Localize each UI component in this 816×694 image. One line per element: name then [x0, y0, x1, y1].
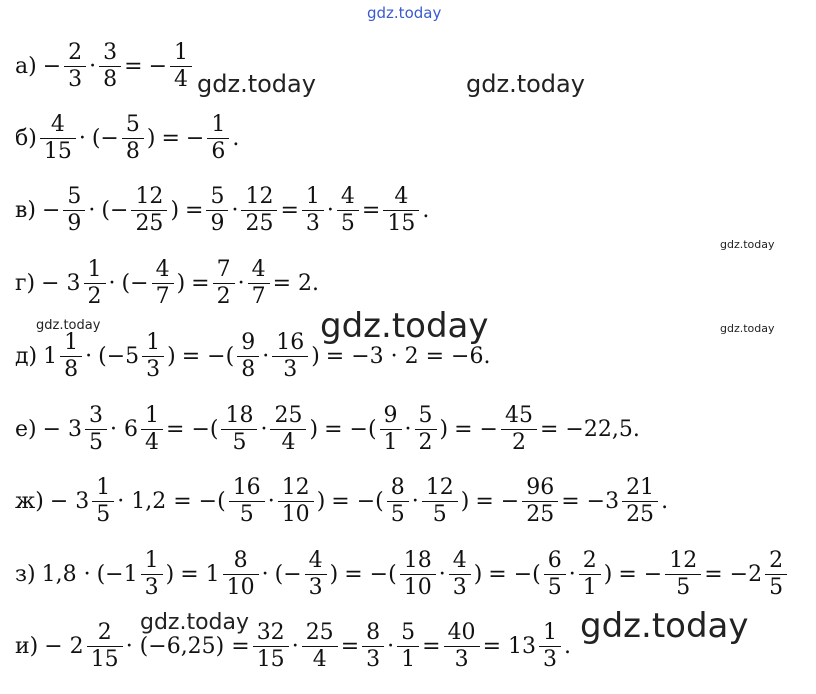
fraction — [581, 550, 599, 599]
watermark: gdz.today — [320, 306, 489, 346]
fraction — [215, 259, 233, 308]
fraction — [541, 622, 559, 671]
numerator: 45 — [505, 403, 533, 428]
numerator: 25 — [274, 403, 303, 428]
fraction — [424, 477, 456, 526]
numerator: 18 — [225, 403, 254, 428]
math-text: · 6 — [110, 416, 139, 442]
math-text: ) — [167, 343, 176, 369]
numerator: 1 — [305, 184, 320, 209]
denominator: 10 — [400, 574, 436, 599]
math-text: · — [326, 197, 334, 223]
fraction — [42, 114, 74, 163]
fraction — [101, 42, 119, 91]
math-text: · — [88, 197, 96, 223]
fraction — [255, 622, 287, 671]
numerator: 12 — [135, 184, 164, 209]
equation-line — [12, 186, 432, 235]
watermark: gdz.today — [720, 238, 775, 251]
numerator: 4 — [340, 184, 355, 209]
fraction — [65, 186, 83, 235]
math-text: ) — [311, 343, 320, 369]
math-text: = −( — [166, 416, 219, 442]
fraction — [231, 477, 263, 526]
numerator: 9 — [241, 330, 256, 355]
denominator: 1 — [397, 646, 419, 671]
equation-line — [12, 622, 574, 671]
denominator: 25 — [131, 210, 167, 235]
math-text: ) — [176, 270, 186, 296]
math-text: · — [438, 561, 446, 587]
math-text: · 1,2 = −( — [117, 488, 226, 514]
fraction — [87, 405, 105, 454]
numerator: 2 — [582, 548, 597, 573]
fraction — [667, 550, 699, 599]
denominator: 5 — [387, 501, 409, 526]
numerator: 1 — [174, 40, 189, 65]
fraction — [143, 405, 161, 454]
numerator: 8 — [366, 620, 381, 645]
numerator: 96 — [526, 475, 555, 500]
math-text: . — [422, 197, 430, 223]
numerator: 16 — [276, 330, 305, 355]
math-text: . — [563, 633, 571, 659]
item-label: б) — [15, 125, 37, 151]
fraction — [385, 186, 417, 235]
numerator: 5 — [125, 112, 140, 137]
math-text: − 3 — [49, 488, 90, 514]
denominator: 3 — [64, 66, 86, 91]
fraction — [503, 405, 535, 454]
fraction — [307, 550, 325, 599]
item-label: г) — [15, 270, 36, 296]
numerator: 5 — [418, 403, 433, 428]
denominator: 9 — [63, 210, 85, 235]
fraction — [280, 477, 312, 526]
math-text: ) — [460, 488, 470, 514]
math-text: − 3 — [42, 416, 83, 442]
numerator: 2 — [97, 620, 112, 645]
math-text: − — [41, 197, 61, 223]
math-text: = −3 — [561, 488, 620, 514]
numerator: 1 — [64, 330, 79, 355]
math-text: · — [231, 197, 239, 223]
fraction — [364, 622, 382, 671]
denominator: 3 — [539, 646, 561, 671]
math-text: = −22,5. — [540, 416, 640, 442]
item-label: а) — [15, 53, 37, 79]
fraction — [154, 259, 172, 308]
item-label: з) — [15, 561, 36, 587]
numerator: 4 — [452, 548, 467, 573]
math-text: = 2. — [272, 270, 320, 296]
denominator: 4 — [302, 646, 338, 671]
numerator: 5 — [401, 620, 416, 645]
math-text: = — [361, 197, 381, 223]
numerator: 21 — [626, 475, 655, 500]
numerator: 5 — [67, 184, 82, 209]
fraction — [272, 405, 304, 454]
denominator: 1 — [380, 429, 402, 454]
math-text: · — [262, 343, 270, 369]
math-text: · — [404, 416, 412, 442]
numerator: 12 — [669, 548, 698, 573]
math-text: · — [261, 561, 269, 587]
math-text: = — [124, 53, 143, 79]
math-text: = −( — [181, 343, 235, 369]
math-text: = — [340, 633, 360, 659]
fraction — [225, 550, 257, 599]
math-text: · — [108, 270, 116, 296]
denominator: 5 — [85, 429, 107, 454]
math-text: (− — [101, 197, 129, 223]
math-text: ) — [170, 197, 180, 223]
numerator: 4 — [251, 257, 266, 282]
math-text: . — [232, 125, 240, 151]
math-text: = — [280, 197, 299, 223]
numerator: 1 — [96, 475, 111, 500]
equation-line — [12, 259, 322, 308]
numerator: 4 — [155, 257, 170, 282]
fraction — [89, 622, 121, 671]
fraction — [62, 332, 80, 381]
denominator: 7 — [152, 283, 174, 308]
denominator: 3 — [449, 574, 471, 599]
denominator: 8 — [60, 356, 82, 381]
denominator: 4 — [170, 66, 192, 91]
math-text: = −( — [324, 416, 377, 442]
math-text: = — [422, 633, 441, 659]
fraction — [304, 622, 336, 671]
math-text: − 2 — [44, 633, 84, 659]
fraction — [239, 332, 257, 381]
denominator: 25 — [522, 501, 558, 526]
math-text: − — [185, 125, 205, 151]
math-text: ) — [439, 416, 449, 442]
denominator: 1 — [579, 574, 601, 599]
math-text: = — [161, 125, 180, 151]
fraction — [339, 186, 357, 235]
denominator: 6 — [207, 138, 229, 163]
numerator: 6 — [547, 548, 562, 573]
math-text: · — [89, 53, 97, 79]
fraction — [223, 405, 255, 454]
math-text: ) — [329, 561, 339, 587]
denominator: 5 — [422, 501, 458, 526]
denominator: 5 — [337, 210, 359, 235]
denominator: 2 — [84, 283, 106, 308]
denominator: 3 — [444, 646, 480, 671]
watermark: gdz.today — [720, 322, 775, 335]
fraction — [446, 622, 478, 671]
numerator: 4 — [308, 548, 323, 573]
math-text: ) — [603, 561, 613, 587]
math-text: (− — [274, 561, 302, 587]
fraction — [124, 114, 142, 163]
fraction — [243, 186, 275, 235]
math-text: = −( — [331, 488, 384, 514]
math-text: ) — [165, 561, 175, 587]
numerator: 12 — [281, 475, 310, 500]
numerator: 2 — [769, 548, 784, 573]
numerator: 8 — [390, 475, 405, 500]
math-text: 1,8 · — [41, 561, 91, 587]
fraction — [208, 186, 226, 235]
math-text: · — [85, 343, 93, 369]
numerator: 25 — [305, 620, 334, 645]
equation-line — [12, 477, 671, 526]
denominator: 9 — [206, 210, 228, 235]
denominator: 2 — [415, 429, 437, 454]
denominator: 3 — [141, 574, 163, 599]
math-text: = −3 · 2 = −6. — [325, 343, 491, 369]
fraction — [524, 477, 556, 526]
denominator: 2 — [501, 429, 537, 454]
denominator: 5 — [665, 574, 701, 599]
watermark: gdz.today — [197, 70, 316, 98]
math-text: · — [267, 488, 275, 514]
fraction — [250, 259, 268, 308]
math-text: · (−6,25) = — [125, 633, 250, 659]
denominator: 15 — [383, 210, 419, 235]
math-text: − 3 — [41, 270, 81, 296]
denominator: 3 — [362, 646, 384, 671]
equation-line — [12, 42, 192, 91]
math-text: = — [185, 197, 204, 223]
denominator: 4 — [270, 429, 306, 454]
fraction — [143, 550, 161, 599]
denominator: 3 — [302, 210, 324, 235]
denominator: 5 — [92, 501, 114, 526]
watermark: gdz.today — [367, 4, 442, 22]
equation-line — [12, 550, 787, 599]
denominator: 2 — [213, 283, 235, 308]
numerator: 4 — [50, 112, 65, 137]
numerator: 9 — [383, 403, 398, 428]
math-text: 1 — [43, 343, 58, 369]
denominator: 15 — [40, 138, 76, 163]
math-text: · — [291, 633, 299, 659]
item-label: в) — [15, 197, 36, 223]
math-text: ) — [146, 125, 156, 151]
denominator: 5 — [765, 574, 787, 599]
denominator: 5 — [221, 429, 257, 454]
math-text: (−1 — [96, 561, 138, 587]
numerator: 4 — [394, 184, 409, 209]
math-text: (− — [121, 270, 149, 296]
math-text: = − — [454, 416, 498, 442]
numerator: 1 — [146, 330, 161, 355]
numerator: 3 — [103, 40, 118, 65]
numerator: 1 — [145, 403, 160, 428]
math-text: ) — [316, 488, 326, 514]
math-text: = −( — [344, 561, 397, 587]
item-label: ж) — [15, 488, 44, 514]
math-text: = −( — [488, 561, 541, 587]
denominator: 4 — [141, 429, 163, 454]
numerator: 18 — [403, 548, 432, 573]
math-text: = − — [475, 488, 520, 514]
numerator: 7 — [216, 257, 231, 282]
item-label: д) — [15, 343, 38, 369]
fraction — [133, 186, 165, 235]
equation-line — [12, 405, 643, 454]
denominator: 15 — [253, 646, 289, 671]
math-text: · — [411, 488, 419, 514]
math-text: . — [661, 488, 669, 514]
watermark: gdz.today — [580, 606, 749, 646]
fraction — [389, 477, 407, 526]
numerator: 3 — [89, 403, 104, 428]
fraction — [209, 114, 227, 163]
fraction — [66, 42, 84, 91]
numerator: 5 — [210, 184, 225, 209]
numerator: 16 — [232, 475, 261, 500]
numerator: 1 — [542, 620, 557, 645]
fraction — [382, 405, 400, 454]
fraction — [172, 42, 190, 91]
denominator: 8 — [99, 66, 121, 91]
watermark: gdz.today — [36, 318, 101, 333]
fraction — [399, 622, 417, 671]
fraction — [624, 477, 656, 526]
denominator: 10 — [278, 501, 314, 526]
math-text: (−5 — [98, 343, 140, 369]
numerator: 12 — [245, 184, 274, 209]
math-text: ) — [473, 561, 483, 587]
math-text: · — [568, 561, 576, 587]
denominator: 5 — [544, 574, 566, 599]
fraction — [94, 477, 112, 526]
equation-line — [12, 114, 242, 163]
math-text: = — [191, 270, 210, 296]
item-label: и) — [15, 633, 39, 659]
denominator: 8 — [122, 138, 144, 163]
math-text: = −2 — [704, 561, 763, 587]
math-text: · — [260, 416, 268, 442]
math-text: · — [387, 633, 395, 659]
denominator: 15 — [87, 646, 123, 671]
math-text: = − — [618, 561, 663, 587]
denominator: 3 — [142, 356, 164, 381]
fraction — [417, 405, 435, 454]
fraction — [402, 550, 434, 599]
numerator: 1 — [144, 548, 159, 573]
numerator: 32 — [256, 620, 285, 645]
math-text: − — [42, 53, 62, 79]
math-text: ) — [309, 416, 319, 442]
math-text: (− — [91, 125, 119, 151]
fraction — [274, 332, 306, 381]
fraction — [767, 550, 785, 599]
math-text: − — [148, 53, 168, 79]
denominator: 10 — [223, 574, 259, 599]
denominator: 7 — [248, 283, 270, 308]
item-label: е) — [15, 416, 37, 442]
fraction — [86, 259, 104, 308]
fraction — [546, 550, 564, 599]
denominator: 3 — [272, 356, 308, 381]
denominator: 3 — [305, 574, 327, 599]
denominator: 25 — [622, 501, 658, 526]
math-text: · — [237, 270, 245, 296]
fraction — [451, 550, 469, 599]
numerator: 8 — [233, 548, 248, 573]
fraction — [144, 332, 162, 381]
math-text: = 1 — [180, 561, 220, 587]
numerator: 1 — [211, 112, 226, 137]
math-text: · — [78, 125, 86, 151]
denominator: 25 — [241, 210, 277, 235]
numerator: 12 — [425, 475, 454, 500]
numerator: 1 — [87, 257, 102, 282]
numerator: 2 — [68, 40, 83, 65]
watermark: gdz.today — [466, 70, 585, 98]
fraction — [304, 186, 322, 235]
numerator: 40 — [447, 620, 476, 645]
math-text: = 13 — [482, 633, 536, 659]
denominator: 5 — [229, 501, 265, 526]
denominator: 8 — [237, 356, 259, 381]
watermark: gdz.today — [140, 610, 250, 635]
